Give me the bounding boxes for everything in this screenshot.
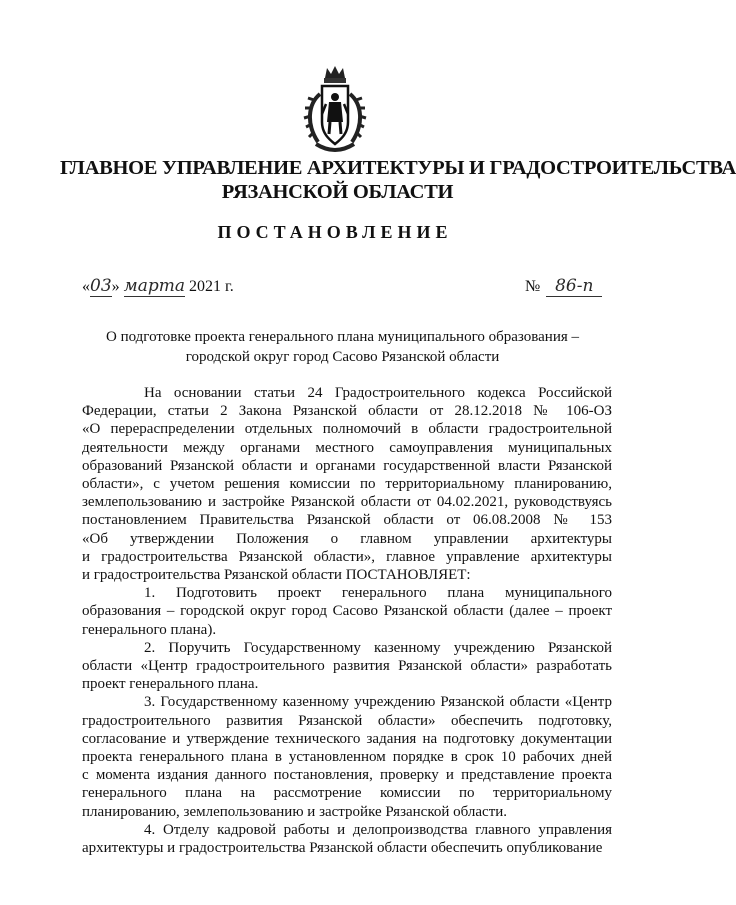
number-sign: № xyxy=(525,278,541,295)
paragraph-line: планированию, землепользованию и застройке Рязанской области. xyxy=(82,803,508,820)
organization-title-line2: РЯЗАНСКОЙ ОБЛАСТИ xyxy=(221,181,454,203)
paragraph-line: области», с учетом решения комиссии по территориальному планированию, xyxy=(82,476,612,493)
document-subject xyxy=(90,327,595,367)
document-type-heading: ПОСТАНОВЛЕНИЕ xyxy=(217,222,453,242)
paragraph-line: области «Центр градостроительного развития Рязанской области» разработать xyxy=(82,658,612,675)
paragraph-line: генерального плана). xyxy=(82,621,217,638)
date-open-quote: « xyxy=(82,278,90,295)
paragraph-line: 4. Отделу кадровой работы и делопроизводства главного управления xyxy=(144,821,612,838)
document-body xyxy=(82,384,612,857)
paragraph-line: На основании статьи 24 Градостроительного кодекса Российской xyxy=(144,385,612,401)
date-close-quote: » xyxy=(111,278,120,295)
date-year: 2021 г. xyxy=(189,278,234,295)
paragraph-item-3 xyxy=(82,693,612,820)
paragraph-line: 1. Подготовить проект генерального плана муниципального xyxy=(144,585,612,602)
organization-title-line1: ГЛАВНОЕ УПРАВЛЕНИЕ АРХИТЕКТУРЫ И ГРАДОСТРОИТЕЛЬСТВА xyxy=(60,157,736,179)
paragraph-item-2 xyxy=(82,639,612,694)
paragraph-item-4 xyxy=(82,821,612,857)
paragraph-line: деятельности между органами местного самоуправления муниципальных xyxy=(82,439,612,456)
paragraph-line: с момента издания данного постановления, проверку и представление проекта xyxy=(82,767,612,784)
document-date xyxy=(82,276,234,297)
number-value: 86-п xyxy=(546,276,602,297)
paragraph-line: и градостроительства Рязанской области ПОСТАНОВЛЯЕТ: xyxy=(82,567,471,584)
paragraph-line: землепользованию и застройке Рязанской области от 04.02.2021, руководствуясь xyxy=(82,494,612,511)
paragraph-intro xyxy=(82,384,612,584)
paragraph-line: генерального плана на рассмотрение комиссии по территориальному xyxy=(82,785,612,802)
paragraph-line: «О перераспределении отдельных полномочий в области градостроительной xyxy=(82,421,612,438)
paragraph-line: проект генерального плана. xyxy=(82,676,259,693)
paragraph-line: согласование и утверждение технического задания на подготовку документации xyxy=(82,730,612,747)
paragraph-line: образования – городской округ город Сасово Рязанской области (далее – проект xyxy=(82,603,612,620)
paragraph-line: образований Рязанской области и органами государственной власти Рязанской xyxy=(82,457,612,474)
paragraph-line: 3. Государственному казенному учреждению Рязанской области «Центр xyxy=(144,694,612,711)
date-month: марта xyxy=(123,276,186,296)
paragraph-line: и градостроительства Рязанской области», главное управление архитектуры xyxy=(82,548,612,565)
paragraph-line: «Об утверждении Положения о главном управлении архитектуры xyxy=(82,530,612,547)
paragraph-line: градостроительного развития Рязанской области» обеспечить подготовку, xyxy=(82,712,612,729)
paragraph-line: проекта генерального плана в установленном порядке в срок 10 рабочих дней xyxy=(82,749,612,766)
paragraph-line: архитектуры и градостроительства Рязанской области обеспечить опубликование xyxy=(82,840,603,857)
paragraph-line: 2. Поручить Государственному казенному учреждению Рязанской xyxy=(144,639,612,656)
date-day: 03 xyxy=(90,276,112,296)
coat-of-arms-emblem xyxy=(300,64,370,160)
paragraph-line: постановлением Правительства Рязанской области от 06.08.2008 № 153 xyxy=(82,512,612,529)
subject-line1: О подготовке проекта генерального плана муниципального образования – xyxy=(105,329,579,345)
paragraph-item-1 xyxy=(82,584,612,639)
paragraph-line: Федерации, статьи 2 Закона Рязанской области от 28.12.2018 № 106-ОЗ xyxy=(82,403,612,420)
subject-line2: городской округ город Сасово Рязанской области xyxy=(185,349,500,365)
document-number xyxy=(525,276,602,297)
organization-title xyxy=(60,156,736,204)
